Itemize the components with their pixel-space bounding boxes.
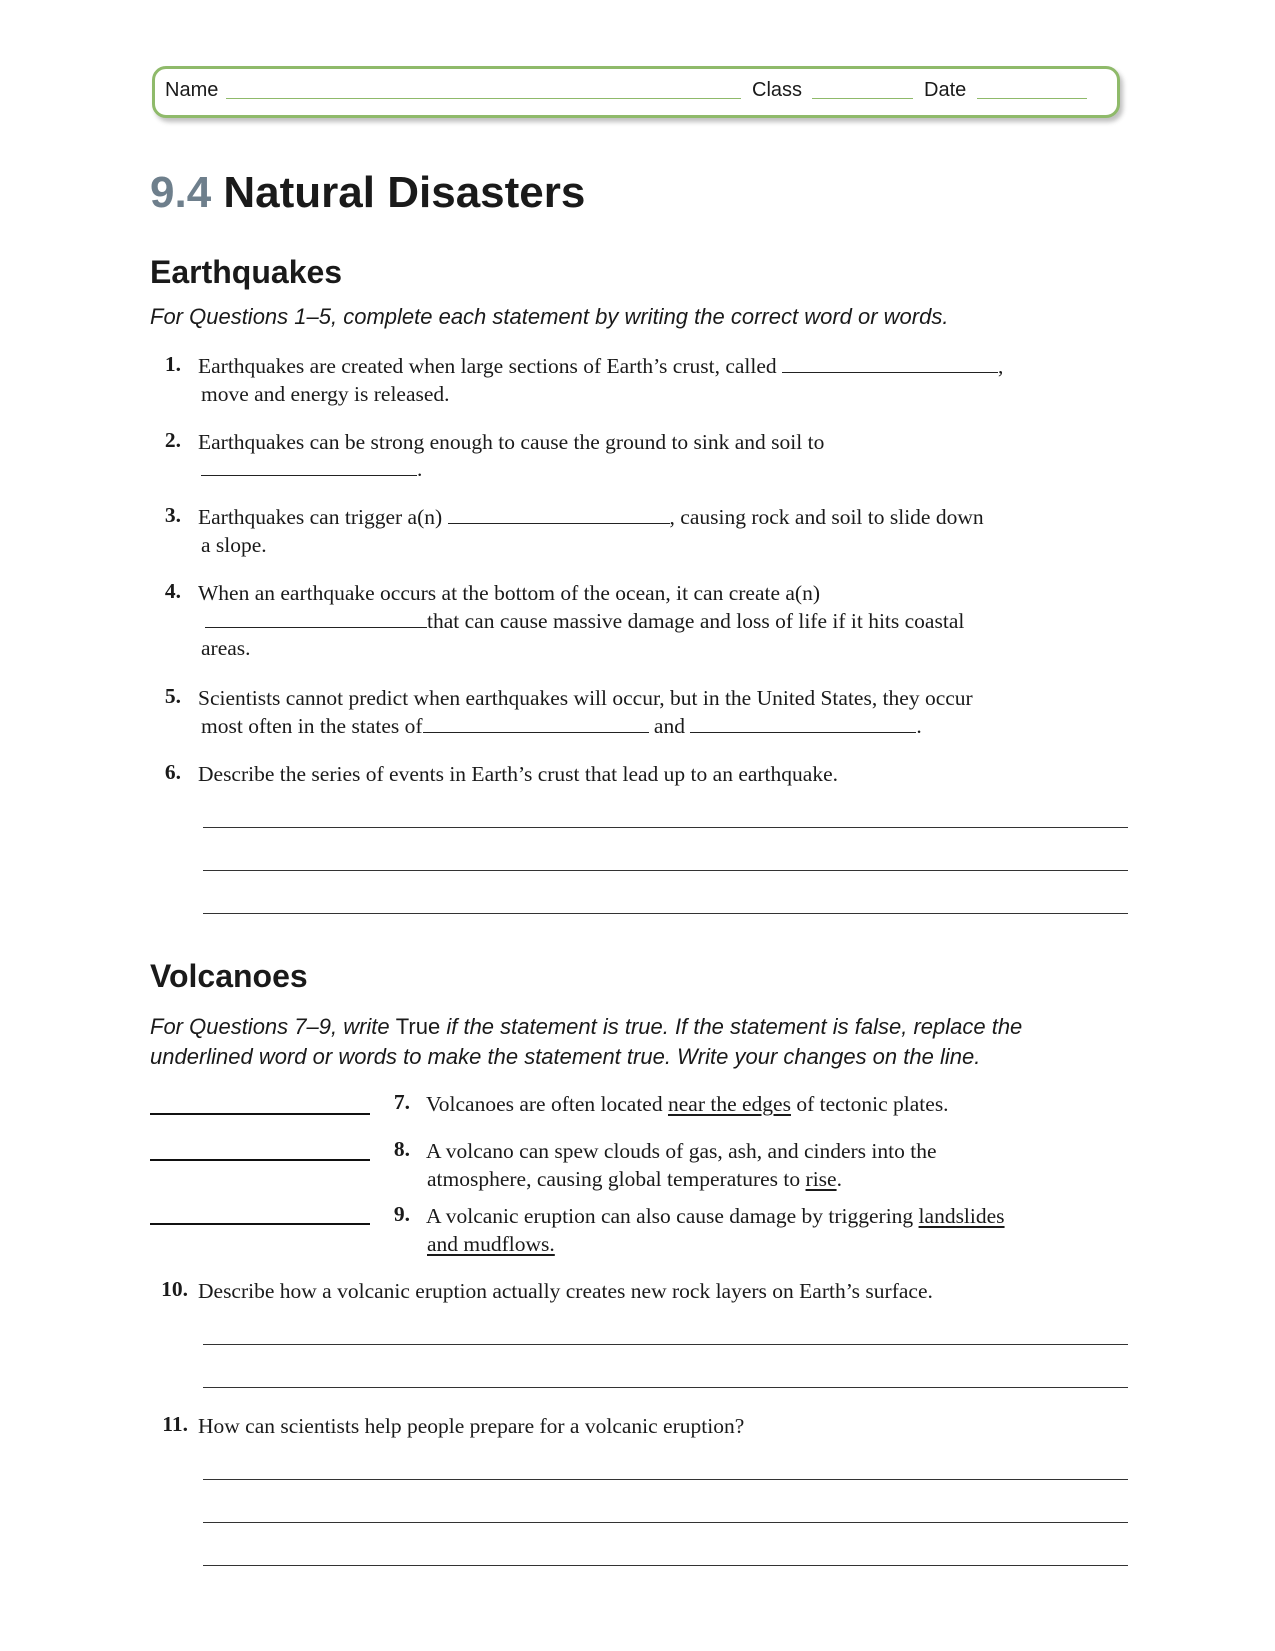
class-label: Class: [752, 79, 803, 101]
q2-line1: Earthquakes can be strong enough to cause the ground to sink and soil to: [198, 430, 825, 454]
q5-line2: most often in the states of and .: [201, 714, 922, 738]
q9-line2: and mudflows.: [427, 1232, 555, 1256]
q8-line1: A volcano can spew clouds of gas, ash, and cinders into the: [426, 1139, 937, 1163]
q3-line1: Earthquakes can trigger a(n) , causing rock and soil to slide down: [198, 505, 984, 529]
date-field[interactable]: [977, 98, 1087, 99]
q4-blank[interactable]: [205, 626, 427, 628]
q1-line1: Earthquakes are created when large sections of Earth’s crust, called ,: [198, 354, 1004, 378]
q10-prompt: Describe how a volcanic eruption actually creates new rock layers on Earth’s surface.: [198, 1279, 933, 1303]
section-number: 9.4: [150, 168, 212, 217]
volcanoes-heading: Volcanoes: [150, 958, 308, 994]
q5-line1: Scientists cannot predict when earthquakes will occur, but in the United States, they occur: [198, 686, 973, 710]
q6-answer-line-1[interactable]: [203, 827, 1128, 828]
q2-number: 2.: [164, 428, 181, 452]
q6-answer-line-3[interactable]: [203, 913, 1128, 914]
q11-prompt: How can scientists help people prepare for a volcanic eruption?: [198, 1414, 745, 1438]
q5-number: 5.: [164, 684, 181, 708]
page-title: [150, 168, 585, 218]
name-field[interactable]: [226, 98, 741, 99]
q4-line1: When an earthquake occurs at the bottom of the ocean, it can create a(n): [198, 581, 820, 605]
header-box: [152, 66, 1120, 118]
q9-line1: A volcanic eruption can also cause damage by triggering landslides: [426, 1204, 1005, 1228]
q10-answer-line-2[interactable]: [203, 1387, 1128, 1388]
name-label: Name: [165, 79, 219, 101]
class-field[interactable]: [812, 98, 913, 99]
q8-answer-blank[interactable]: [150, 1159, 370, 1161]
q11-number: 11.: [162, 1412, 188, 1436]
q6-number: 6.: [164, 760, 181, 784]
date-label: Date: [924, 79, 967, 101]
q10-number: 10.: [161, 1277, 188, 1301]
q3-number: 3.: [164, 503, 181, 527]
q2-line2: .: [201, 455, 422, 483]
q6-prompt: Describe the series of events in Earth’s crust that lead up to an earthquake.: [198, 762, 838, 786]
q7-answer-blank[interactable]: [150, 1113, 370, 1115]
q3-line2: a slope.: [201, 533, 267, 557]
q11-answer-line-2[interactable]: [203, 1522, 1128, 1523]
q5-blank-1[interactable]: [423, 731, 649, 733]
q8-number: 8.: [393, 1137, 410, 1161]
q11-answer-line-1[interactable]: [203, 1479, 1128, 1480]
q9-answer-blank[interactable]: [150, 1223, 370, 1225]
q4-line2: that can cause massive damage and loss of life if it hits coastal: [205, 607, 964, 635]
volcanoes-instructions: For Questions 7–9, write True if the statement is true. If the statement is false, replace the underlined word or words to make the statement true. Write your changes on the line.: [150, 1014, 1023, 1069]
q7-number: 7.: [393, 1090, 410, 1114]
q4-number: 4.: [164, 579, 181, 603]
earthquakes-heading: Earthquakes: [150, 254, 343, 290]
q1-number: 1.: [164, 352, 181, 376]
q5-blank-2[interactable]: [690, 731, 916, 733]
q10-answer-line-1[interactable]: [203, 1344, 1128, 1345]
q4-line3: areas.: [201, 636, 251, 660]
q1-line2: move and energy is released.: [201, 382, 450, 406]
q7-text: Volcanoes are often located near the edges of tectonic plates.: [426, 1092, 949, 1116]
q6-answer-line-2[interactable]: [203, 870, 1128, 871]
q3-blank[interactable]: [448, 522, 670, 524]
q2-blank[interactable]: [201, 474, 417, 476]
title-text: Natural Disasters: [223, 168, 586, 217]
q8-line2: atmosphere, causing global temperatures to rise.: [427, 1167, 842, 1191]
q1-blank[interactable]: [782, 371, 998, 373]
q11-answer-line-3[interactable]: [203, 1565, 1128, 1566]
earthquakes-instructions: For Questions 1–5, complete each statement by writing the correct word or words.: [150, 304, 949, 329]
q9-number: 9.: [393, 1202, 410, 1226]
